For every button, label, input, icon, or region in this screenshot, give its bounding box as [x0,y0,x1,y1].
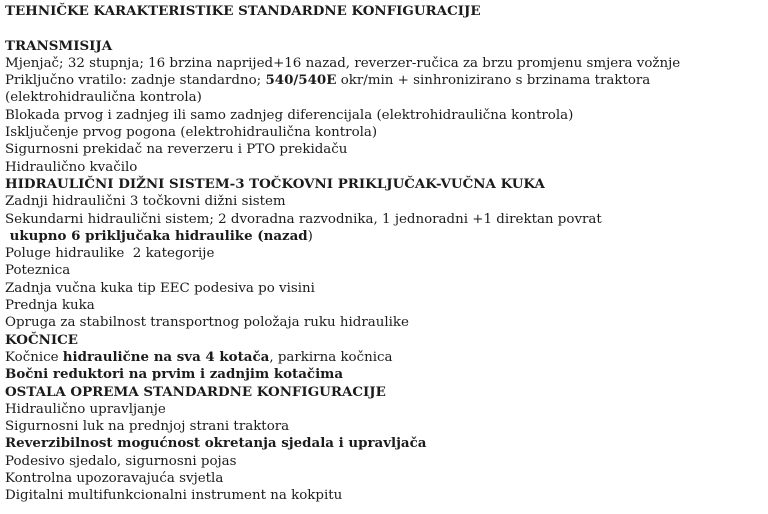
spec-line [5,193,763,210]
spec-line [5,89,763,106]
spec-line [5,107,763,124]
spec-line [5,159,763,176]
text-segment: Zadnja vučna kuka tip EEC podesiva po visini [5,280,315,296]
spec-line [5,211,763,228]
spec-line [5,262,763,279]
text-segment: Poteznica [5,263,71,279]
text-segment: 540/540E [265,72,337,89]
text-segment: Priključno vratilo: zadnje standardno; [5,73,266,89]
spec-line [5,314,763,331]
blank-line [5,20,763,37]
text-segment: Sigurnosni luk na prednjoj strani traktora [5,419,290,435]
document-title [5,3,763,20]
spec-line [5,349,763,366]
spec-line [5,141,763,158]
text-segment: Hidraulično kvačilo [5,159,138,175]
spec-line-bold [5,435,763,452]
section-heading-kocnice [5,332,763,349]
text-segment: (elektrohidraulična kontrola) [5,90,202,106]
spec-line [5,280,763,297]
spec-line [5,418,763,435]
text-segment: Isključenje prvog pogona (elektrohidraulična kontrola) [5,125,378,141]
spec-line [5,245,763,262]
text-segment: Kontrolna upozoravajuća svjetla [5,471,224,487]
text-segment: KOČNICE [5,331,78,348]
spec-text [5,3,763,505]
text-segment: Bočni reduktori na prvim i zadnjim kotačima [5,366,343,383]
text-segment: TEHNIČKE KARAKTERISTIKE STANDARDNE KONFIGURACIJE [5,3,481,19]
section-heading-ostala-oprema [5,384,763,401]
text-segment: Prednja kuka [5,298,95,314]
text-segment: Sekundarni hidraulični sistem; 2 dvoradna razvodnika, 1 jednoradni +1 direktan povrat [5,211,602,227]
spec-line [5,401,763,418]
text-segment: Zadnji hidraulični 3 točkovni dižni sistem [5,194,286,210]
text-segment: Blokada prvog i zadnjeg ili samo zadnjeg diferencijala (elektrohidraulična kontrola) [5,107,574,123]
spec-line [5,297,763,314]
text-segment: Kočnice [5,349,63,365]
text-segment: ukupno 6 priključaka hidraulike (nazad [5,227,308,244]
spec-line [5,470,763,487]
spec-line-bold [5,366,763,383]
text-segment: , parkirna kočnica [269,349,393,365]
text-segment: ) [307,228,313,244]
spec-line [5,487,763,504]
text-segment: Podesivo sjedalo, sigurnosni pojas [5,453,237,469]
spec-line [5,72,763,89]
text-segment: Sigurnosni prekidač na reverzeru i PTO prekidaču [5,142,348,158]
text-segment: Mjenjač; 32 stupnja; 16 brzina naprijed+16 nazad, reverzer-ručica za brzu promjenu smjera vožnje [5,55,681,71]
text-segment: TRANSMISIJA [5,37,113,54]
spec-line [5,228,763,245]
text-segment: Reverzibilnost mogućnost okretanja sjedala i upravljača [5,435,427,452]
text-segment: Digitalni multifunkcionalni instrument na kokpitu [5,488,343,504]
spec-line [5,124,763,141]
section-heading-hidraulicni-sistem [5,176,763,193]
spec-line [5,55,763,72]
text-segment: hidraulične na sva 4 kotača [62,348,270,365]
text-segment: Hidraulično upravljanje [5,401,166,417]
text-segment: HIDRAULIČNI DIŽNI SISTEM-3 TOČKOVNI PRIKLJUČAK-VUČNA KUKA [5,175,545,192]
text-segment: Opruga za stabilnost transportnog položaja ruku hidraulike [5,315,409,331]
text-segment: OSTALA OPREMA STANDARDNE KONFIGURACIJE [5,383,386,400]
text-segment: okr/min + sinhronizirano s brzinama traktora [336,73,651,89]
section-heading-transmisija [5,38,763,55]
spec-line [5,453,763,470]
text-segment: Poluge hidraulike 2 kategorije [5,246,215,262]
